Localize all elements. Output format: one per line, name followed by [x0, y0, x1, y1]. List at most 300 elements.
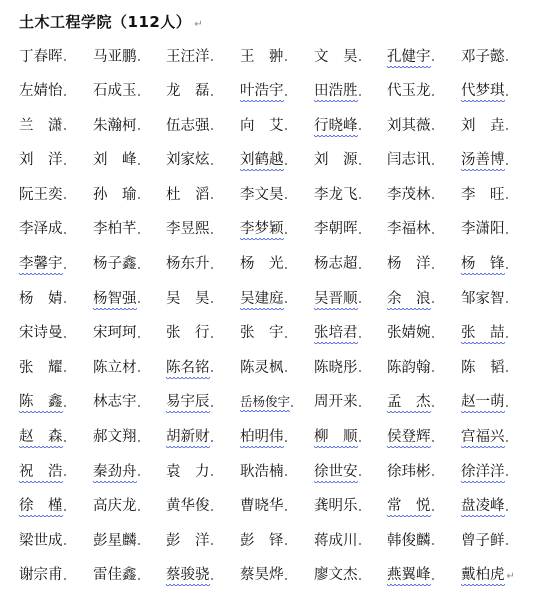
tab-mark-icon	[285, 578, 287, 580]
tab-mark-icon	[211, 267, 213, 269]
student-name: 杨 光	[240, 256, 284, 273]
student-name: 徐洋洋	[461, 460, 505, 481]
tab-mark-icon	[211, 197, 213, 199]
student-name: 李馨宇	[19, 252, 63, 273]
student-name: 李潇阳	[461, 221, 505, 238]
roster-row	[0, 384, 539, 419]
tab-mark-icon	[64, 370, 66, 372]
roster-name-cell[interactable]	[314, 493, 380, 517]
roster-name-cell[interactable]	[19, 424, 85, 448]
student-name: 蒋成川	[314, 532, 358, 549]
tab-mark-icon	[359, 267, 361, 269]
roster-name-cell[interactable]	[166, 43, 232, 67]
roster-name-cell[interactable]	[166, 147, 232, 171]
roster-row	[0, 211, 539, 246]
student-name: 杨 锋	[461, 252, 505, 273]
roster-name-cell[interactable]	[166, 251, 232, 275]
student-name: 代梦琪	[461, 79, 505, 100]
roster-name-cell[interactable]	[387, 493, 453, 517]
roster-name-cell[interactable]	[166, 181, 232, 205]
roster-name-cell[interactable]	[461, 43, 527, 67]
roster-name-cell[interactable]	[387, 181, 453, 205]
roster-name-cell[interactable]	[314, 43, 380, 67]
tab-mark-icon	[359, 474, 361, 476]
roster-name-cell[interactable]	[314, 527, 380, 551]
student-name: 吴建庭	[240, 287, 284, 308]
tab-mark-icon	[506, 405, 508, 407]
tab-mark-icon	[359, 578, 361, 580]
roster-name-cell[interactable]	[240, 147, 306, 171]
student-name: 彭星麟	[93, 532, 137, 549]
student-name: 余 浪	[387, 287, 431, 308]
student-name: 廖文杰	[314, 567, 358, 584]
roster-name-cell[interactable]	[387, 285, 453, 309]
tab-mark-icon	[432, 59, 434, 61]
roster-name-cell[interactable]	[19, 320, 85, 344]
student-name: 柳 顺	[314, 425, 358, 446]
tab-mark-icon	[138, 59, 140, 61]
roster-name-cell[interactable]	[387, 78, 453, 102]
tab-mark-icon	[285, 163, 287, 165]
student-name: 胡新财	[166, 425, 210, 446]
roster-name-cell[interactable]	[93, 389, 159, 413]
roster-name-cell[interactable]	[19, 112, 85, 136]
tab-mark-icon	[359, 128, 361, 130]
student-name: 刘 垚	[461, 117, 505, 134]
roster-name-cell[interactable]	[240, 320, 306, 344]
tab-mark-icon	[64, 197, 66, 199]
roster-name-cell[interactable]	[19, 43, 85, 67]
student-name: 李 旺	[461, 186, 505, 203]
student-name: 徐世安	[314, 460, 358, 481]
student-name: 李梦颖	[240, 217, 284, 238]
tab-mark-icon	[432, 301, 434, 303]
tab-mark-icon	[285, 267, 287, 269]
roster-name-cell[interactable]	[166, 112, 232, 136]
roster-name-cell[interactable]	[93, 78, 159, 102]
tab-mark-icon	[359, 232, 361, 234]
student-name: 袁 力	[166, 463, 210, 480]
student-name: 文 昊	[314, 48, 358, 65]
tab-mark-icon	[138, 370, 140, 372]
roster-name-cell[interactable]	[387, 458, 453, 482]
tab-mark-icon	[432, 128, 434, 130]
roster-name-cell[interactable]	[240, 527, 306, 551]
roster-name-cell[interactable]	[93, 458, 159, 482]
roster-name-cell[interactable]	[93, 354, 159, 378]
roster-name-cell[interactable]	[166, 458, 232, 482]
student-name: 岳杨俊宇	[240, 393, 291, 409]
roster-name-cell[interactable]	[461, 493, 527, 517]
roster-name-cell[interactable]	[387, 320, 453, 344]
roster-name-cell[interactable]	[461, 354, 527, 378]
roster-name-cell[interactable]	[240, 112, 306, 136]
roster-name-cell[interactable]	[314, 320, 380, 344]
student-name: 杨东升	[166, 256, 210, 273]
tab-mark-icon	[211, 94, 213, 96]
roster-name-cell[interactable]	[240, 43, 306, 67]
tab-mark-icon	[138, 128, 140, 130]
student-name: 徐玮彬	[387, 463, 431, 480]
roster-name-cell[interactable]	[387, 147, 453, 171]
student-name: 李泽成	[19, 221, 63, 238]
student-name: 祝 浩	[19, 460, 63, 481]
roster-name-cell[interactable]	[461, 216, 527, 240]
student-name: 盘凌峰	[461, 494, 505, 515]
student-name: 孔健宇	[387, 45, 431, 66]
student-name: 易宇辰	[166, 390, 210, 411]
student-name: 张 喆	[461, 321, 505, 342]
roster-name-cell[interactable]	[314, 354, 380, 378]
roster-name-cell[interactable]	[387, 527, 453, 551]
roster-name-cell[interactable]	[387, 43, 453, 67]
student-name: 刘鹤越	[240, 148, 284, 169]
roster-row	[0, 142, 539, 177]
roster-name-cell[interactable]	[314, 147, 380, 171]
roster-name-cell[interactable]	[166, 78, 232, 102]
roster-name-cell[interactable]	[19, 251, 85, 275]
roster-name-cell[interactable]	[240, 354, 306, 378]
student-name: 陈 鑫	[19, 390, 63, 411]
tab-mark-icon	[64, 128, 66, 130]
roster-name-cell[interactable]	[93, 493, 159, 517]
student-name: 刘其薇	[387, 117, 431, 134]
roster-row	[0, 557, 539, 592]
tab-mark-icon	[506, 94, 508, 96]
tab-mark-icon	[211, 59, 213, 61]
roster-name-cell[interactable]	[314, 112, 380, 136]
tab-mark-icon	[506, 59, 508, 61]
section-heading	[19, 8, 203, 34]
roster-row	[0, 280, 539, 315]
roster-name-cell[interactable]	[19, 562, 85, 586]
tab-mark-icon	[138, 301, 140, 303]
student-name: 李福林	[387, 221, 431, 238]
roster-row	[0, 522, 539, 557]
roster-name-cell[interactable]	[166, 320, 232, 344]
student-name: 向 艾	[240, 117, 284, 134]
student-name: 王汪洋	[166, 48, 210, 65]
roster-name-cell[interactable]	[19, 181, 85, 205]
roster-name-cell[interactable]	[93, 43, 159, 67]
roster-row	[0, 349, 539, 384]
tab-mark-icon	[432, 94, 434, 96]
student-name: 兰 潇	[19, 117, 63, 134]
student-name: 蔡昊烨	[240, 567, 284, 584]
student-name: 陈晓彤	[314, 359, 358, 376]
roster-name-cell[interactable]	[314, 424, 380, 448]
student-name: 曹晓华	[240, 498, 284, 515]
student-name: 高庆龙	[93, 498, 137, 515]
tab-mark-icon	[359, 370, 361, 372]
roster-name-cell[interactable]	[314, 458, 380, 482]
roster-row	[0, 488, 539, 523]
student-name: 宋诗曼	[19, 325, 63, 342]
student-name: 田浩胜	[314, 79, 358, 100]
tab-mark-icon	[432, 543, 434, 545]
student-name: 伍志强	[166, 117, 210, 134]
tab-mark-icon	[506, 370, 508, 372]
roster-name-cell[interactable]	[461, 389, 527, 413]
roster-name-cell[interactable]	[461, 112, 527, 136]
roster-name-cell[interactable]	[93, 527, 159, 551]
roster-name-cell[interactable]	[19, 147, 85, 171]
tab-mark-icon	[432, 578, 434, 580]
roster-name-cell[interactable]	[314, 216, 380, 240]
roster-name-cell[interactable]	[461, 147, 527, 171]
student-name: 李柏芊	[93, 221, 137, 238]
tab-mark-icon	[64, 474, 66, 476]
student-name: 行晓峰	[314, 114, 358, 135]
roster-name-cell[interactable]	[240, 285, 306, 309]
roster-name-cell[interactable]	[461, 78, 527, 102]
student-name: 杜 滔	[166, 186, 210, 203]
student-name: 陈韵翰	[387, 359, 431, 376]
tab-mark-icon	[506, 128, 508, 130]
tab-mark-icon	[138, 578, 140, 580]
tab-mark-icon	[432, 163, 434, 165]
roster-name-cell[interactable]	[240, 562, 306, 586]
paragraph-mark-icon: ↵	[506, 571, 515, 583]
tab-mark-icon	[359, 543, 361, 545]
tab-mark-icon	[285, 197, 287, 199]
student-name: 吴 昊	[166, 290, 210, 307]
roster-name-cell[interactable]	[387, 216, 453, 240]
tab-mark-icon	[285, 301, 287, 303]
student-name: 宋珂珂	[93, 325, 137, 342]
student-name: 马亚鹏	[93, 48, 137, 65]
roster-name-cell[interactable]	[461, 562, 527, 586]
tab-mark-icon	[359, 509, 361, 511]
tab-mark-icon	[506, 440, 508, 442]
tab-mark-icon	[211, 405, 213, 407]
student-name: 刘家炫	[166, 152, 210, 169]
student-name: 刘 源	[314, 152, 358, 169]
student-name: 孙 瑜	[93, 186, 137, 203]
roster-name-cell[interactable]	[166, 285, 232, 309]
tab-mark-icon	[64, 163, 66, 165]
student-name: 孟 杰	[387, 390, 431, 411]
roster-name-cell[interactable]	[19, 285, 85, 309]
tab-mark-icon	[285, 509, 287, 511]
roster-name-cell[interactable]	[387, 251, 453, 275]
roster-name-cell[interactable]	[461, 424, 527, 448]
roster-row	[0, 73, 539, 108]
tab-mark-icon	[359, 440, 361, 442]
tab-mark-icon	[138, 509, 140, 511]
roster-name-cell[interactable]	[240, 181, 306, 205]
student-name: 徐 槿	[19, 494, 63, 515]
student-name: 李茂林	[387, 186, 431, 203]
roster-name-cell[interactable]	[93, 216, 159, 240]
student-name: 朱瀚柯	[93, 117, 137, 134]
tab-mark-icon	[138, 543, 140, 545]
roster-name-cell[interactable]	[240, 424, 306, 448]
student-name: 戴柏虎	[461, 563, 505, 584]
roster-name-cell[interactable]	[314, 285, 380, 309]
tab-mark-icon	[506, 232, 508, 234]
roster-row	[0, 176, 539, 211]
student-name: 刘 峰	[93, 152, 137, 169]
roster-name-cell[interactable]	[240, 78, 306, 102]
roster-name-cell[interactable]	[461, 181, 527, 205]
student-name: 张婧婉	[387, 325, 431, 342]
roster-name-cell[interactable]	[93, 320, 159, 344]
student-name: 陈灵枫	[240, 359, 284, 376]
tab-mark-icon	[211, 543, 213, 545]
roster-name-cell[interactable]	[314, 181, 380, 205]
roster-name-cell[interactable]	[93, 251, 159, 275]
roster-name-cell[interactable]	[93, 285, 159, 309]
student-name: 常 悦	[387, 494, 431, 515]
tab-mark-icon	[211, 336, 213, 338]
roster-name-cell[interactable]	[461, 285, 527, 309]
student-name: 邹家智	[461, 290, 505, 307]
tab-mark-icon	[432, 474, 434, 476]
tab-mark-icon	[285, 232, 287, 234]
tab-mark-icon	[285, 370, 287, 372]
student-name: 耿浩楠	[240, 463, 284, 480]
tab-mark-icon	[285, 543, 287, 545]
student-name: 杨智强	[93, 287, 137, 308]
student-name: 周开来	[314, 394, 358, 411]
student-name: 阮王奕	[19, 186, 63, 203]
roster-name-cell[interactable]	[166, 389, 232, 413]
tab-mark-icon	[64, 94, 66, 96]
tab-mark-icon	[64, 301, 66, 303]
student-name: 柏明伟	[240, 425, 284, 446]
roster-name-cell[interactable]	[166, 354, 232, 378]
roster-name-cell[interactable]	[387, 424, 453, 448]
roster-name-cell[interactable]	[19, 527, 85, 551]
roster-name-cell[interactable]	[387, 112, 453, 136]
tab-mark-icon	[64, 59, 66, 61]
tab-mark-icon	[506, 197, 508, 199]
roster-name-cell[interactable]	[19, 458, 85, 482]
tab-mark-icon	[285, 94, 287, 96]
roster-name-cell[interactable]	[166, 424, 232, 448]
roster-name-cell[interactable]	[314, 562, 380, 586]
tab-mark-icon	[138, 267, 140, 269]
tab-mark-icon	[359, 94, 361, 96]
tab-mark-icon	[285, 59, 287, 61]
tab-mark-icon	[138, 405, 140, 407]
student-name: 石成玉	[93, 83, 137, 100]
tab-mark-icon	[211, 370, 213, 372]
roster-name-cell[interactable]	[166, 562, 232, 586]
roster-name-cell[interactable]	[387, 562, 453, 586]
roster-name-cell[interactable]	[166, 527, 232, 551]
tab-mark-icon	[138, 163, 140, 165]
roster-name-cell[interactable]	[93, 562, 159, 586]
tab-mark-icon	[359, 405, 361, 407]
tab-mark-icon	[285, 474, 287, 476]
roster-name-cell[interactable]	[19, 354, 85, 378]
tab-mark-icon	[211, 232, 213, 234]
student-name: 闫志讯	[387, 152, 431, 169]
student-name: 左婧怡	[19, 83, 63, 100]
student-name: 雷佳鑫	[93, 567, 137, 584]
tab-mark-icon	[138, 440, 140, 442]
tab-mark-icon	[506, 267, 508, 269]
roster-name-cell[interactable]	[461, 527, 527, 551]
tab-mark-icon	[138, 474, 140, 476]
paragraph-mark-icon: ↵	[194, 18, 204, 30]
roster-row	[0, 453, 539, 488]
roster-name-cell[interactable]	[93, 181, 159, 205]
tab-mark-icon	[285, 336, 287, 338]
roster-name-cell[interactable]	[166, 493, 232, 517]
tab-mark-icon	[64, 336, 66, 338]
tab-mark-icon	[432, 336, 434, 338]
student-name: 杨子鑫	[93, 256, 137, 273]
student-name: 陈名铭	[166, 356, 210, 377]
roster-name-cell[interactable]	[240, 216, 306, 240]
roster-row	[0, 315, 539, 350]
student-name: 宫福兴	[461, 425, 505, 446]
tab-mark-icon	[211, 440, 213, 442]
tab-mark-icon	[506, 474, 508, 476]
tab-mark-icon	[64, 578, 66, 580]
student-name: 黄华俊	[166, 498, 210, 515]
tab-mark-icon	[285, 440, 287, 442]
tab-mark-icon	[138, 232, 140, 234]
tab-mark-icon	[432, 405, 434, 407]
tab-mark-icon	[211, 509, 213, 511]
tab-mark-icon	[506, 163, 508, 165]
tab-mark-icon	[506, 301, 508, 303]
roster-name-cell[interactable]	[387, 354, 453, 378]
roster-name-cell[interactable]	[19, 493, 85, 517]
tab-mark-icon	[359, 197, 361, 199]
tab-mark-icon	[432, 509, 434, 511]
roster-name-cell[interactable]	[93, 112, 159, 136]
roster-name-cell[interactable]	[240, 493, 306, 517]
roster-name-cell[interactable]	[314, 78, 380, 102]
roster-name-cell[interactable]	[240, 251, 306, 275]
tab-mark-icon	[138, 197, 140, 199]
student-name: 彭 洋	[166, 532, 210, 549]
roster-name-cell[interactable]	[93, 147, 159, 171]
roster-row	[0, 38, 539, 73]
roster-name-cell[interactable]	[461, 251, 527, 275]
roster-name-cell[interactable]	[19, 389, 85, 413]
roster-name-cell[interactable]	[240, 458, 306, 482]
roster-row	[0, 107, 539, 142]
student-name: 陈 韬	[461, 359, 505, 376]
roster-name-cell[interactable]	[461, 320, 527, 344]
tab-mark-icon	[291, 405, 293, 407]
student-name: 代玉龙	[387, 83, 431, 100]
roster-name-cell[interactable]	[19, 78, 85, 102]
student-name: 侯登辉	[387, 425, 431, 446]
roster-name-cell[interactable]	[93, 424, 159, 448]
roster-name-cell[interactable]	[387, 389, 453, 413]
roster-name-cell[interactable]	[314, 251, 380, 275]
student-name: 李朝晖	[314, 221, 358, 238]
roster-name-cell[interactable]	[461, 458, 527, 482]
roster-name-cell[interactable]	[314, 389, 380, 413]
roster-name-cell[interactable]	[166, 216, 232, 240]
student-name: 丁春晖	[19, 48, 63, 65]
tab-mark-icon	[432, 440, 434, 442]
roster-name-cell[interactable]	[240, 389, 306, 413]
roster-name-cell[interactable]	[19, 216, 85, 240]
tab-mark-icon	[64, 440, 66, 442]
student-name: 曾子鲜	[461, 532, 505, 549]
tab-mark-icon	[506, 543, 508, 545]
tab-mark-icon	[432, 197, 434, 199]
